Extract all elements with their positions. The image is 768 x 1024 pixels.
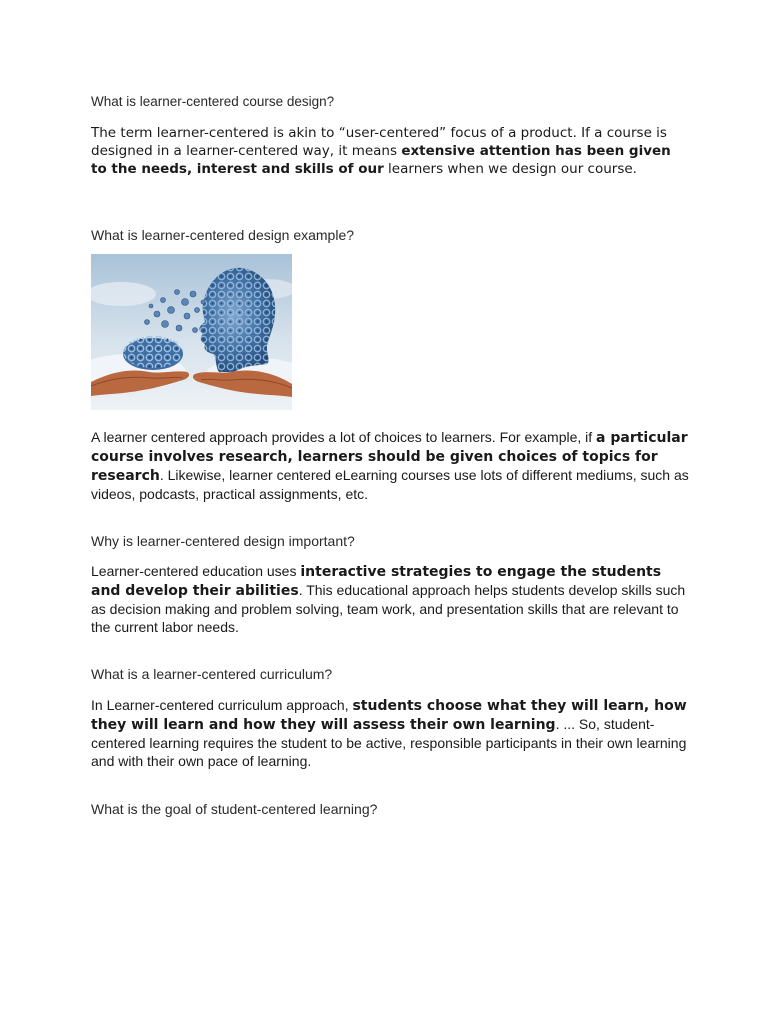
hands-gears-head-illustration (91, 254, 292, 410)
question-heading: Why is learner-centered design important? (91, 533, 355, 549)
answer-paragraph: Learner-centered education uses interactive strategies to engage the students and develop their abilities. This educational approach helps students develop skills such as decision making and problem solving, team work, and presentation skills that are relevant to the current labor needs. (91, 563, 686, 635)
question-heading: What is learner-centered design example? (91, 227, 355, 243)
question-heading: What is learner-centered course design? (91, 94, 335, 109)
question-heading: What is the goal of student-centered learning? (91, 801, 378, 817)
answer-paragraph: A learner centered approach provides a lot of choices to learners. For example, if a particular course involves research, learners should be given choices of topics for research. Likewise, learner centered eLearning courses use lots of different mediums, such as videos, podcasts, practical assignments, etc. (91, 429, 689, 502)
answer-paragraph: The term learner-centered is akin to “user-centered” focus of a product. If a course is designed in a learner-centered way, it means extensive attention has been given to the needs, interest and skills of our learners when we design our course. (91, 125, 671, 177)
answer-paragraph: In Learner-centered curriculum approach, students choose what they will learn, how they will learn and how they will assess their own learning. ... So, student-centered learning requires the student to be active, responsible participants in their own learning and with their own pace of learning. (91, 697, 687, 769)
question-heading: What is a learner-centered curriculum? (91, 666, 333, 682)
